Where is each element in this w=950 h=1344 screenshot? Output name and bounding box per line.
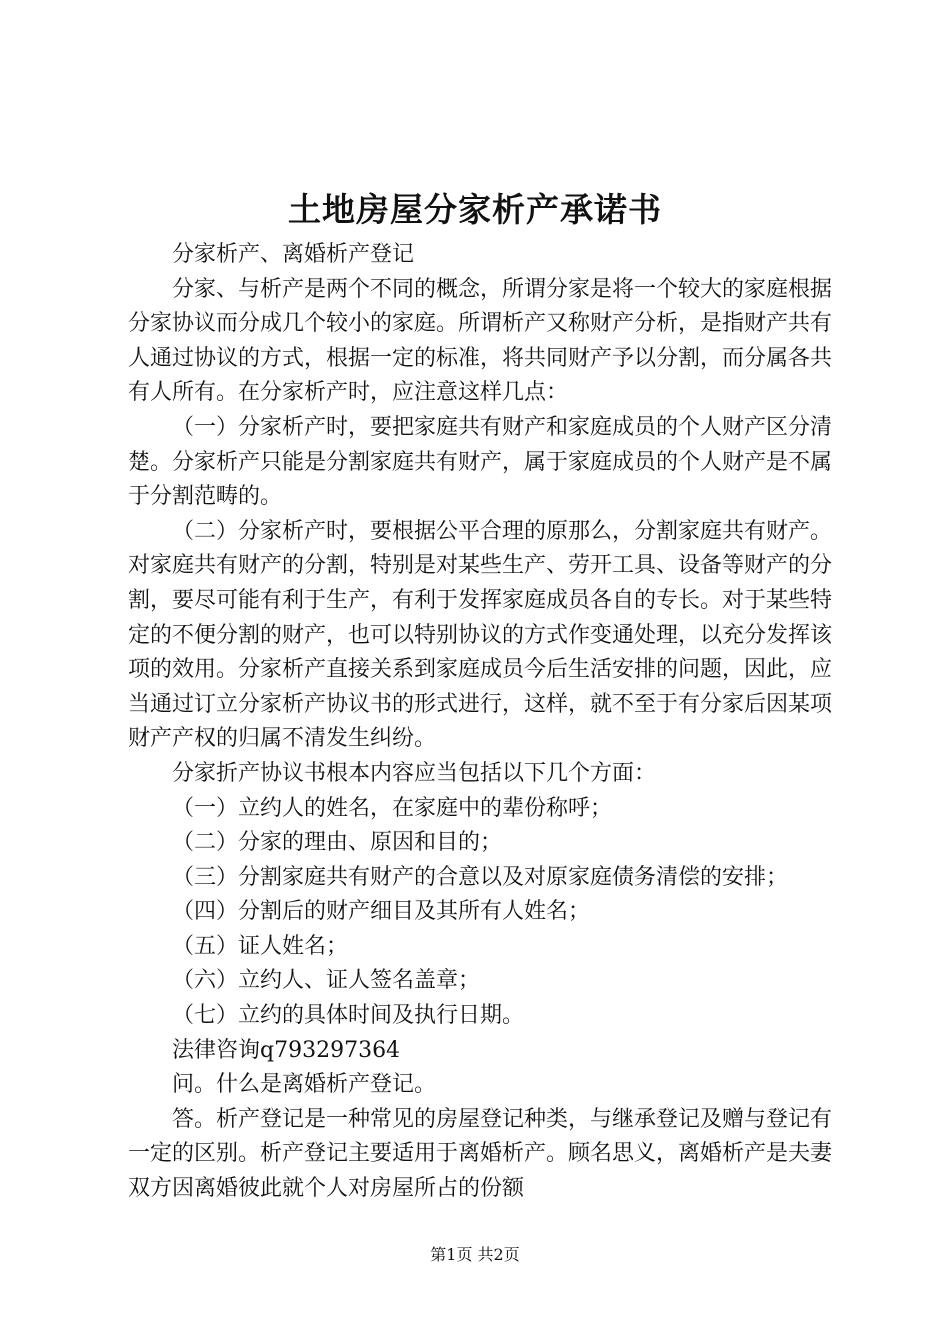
paragraph: （二）分家析产时，要根据公平合理的原那么，分割家庭共有财产。对家庭共有财产的分割，特别是对某些生产、劳开工具、设备等财产的分割，要尽可能有利于生产，有利于发挥家庭成员各自的专长。对于某些特定的不便分割的财产，也可以特别协议的方式作变通处理，以充分发挥该项的效用。分家析产直接关系到家庭成员今后生活安排的问题，因此，应当通过订立分家析产协议书的形式进行，这样，就不至于有分家后因某项财产产权的归属不清发生纠纷。 [128, 518, 833, 752]
list-item: （七）立约的具体时间及执行日期。 [172, 1003, 525, 1029]
list-item: （三）分割家庭共有财产的合意以及对原家庭债务清偿的安排； [172, 864, 789, 890]
list-item: （二）分家的理由、原因和目的； [172, 830, 503, 856]
paragraph-heading: 分家析产、离婚析产登记 [172, 242, 415, 267]
paragraph: 答。析产登记是一种常见的房屋登记种类，与继承登记及赠与登记有一定的区别。析产登记主要适用于离婚析产。顾名思义，离婚析产是夫妻双方因离婚彼此就个人对房屋所占的份额 [128, 1106, 833, 1202]
list-item: （六）立约人、证人签名盖章； [172, 968, 481, 994]
paragraph: （一）分家析产时，要把家庭共有财产和家庭成员的个人财产区分清楚。分家析产只能是分割家庭共有财产，属于家庭成员的个人财产是不属于分割范畴的。 [128, 414, 833, 510]
paragraph: 分家、与析产是两个不同的概念，所谓分家是将一个较大的家庭根据分家协议而分成几个较小的家庭。所谓析产又称财产分析，是指财产共有人通过协议的方式，根据一定的标准，将共同财产予以分割，而分属各共有人所有。在分家析产时，应注意这样几点： [128, 276, 833, 406]
paragraph: 问。什么是离婚析产登记。 [172, 1072, 437, 1098]
paragraph: 法律咨询q793297364 [172, 1037, 401, 1063]
document-body [128, 238, 832, 1207]
page-title: 土地房屋分家析产承诺书 [288, 190, 662, 229]
list-item: （四）分割后的财产细目及其所有人姓名； [172, 899, 591, 925]
page-footer: 第1页 共2页 [430, 1245, 520, 1264]
paragraph: 分家折产协议书根本内容应当包括以下几个方面： [172, 760, 657, 786]
list-item: （一）立约人的姓名，在家庭中的辈份称呼； [172, 795, 613, 821]
list-item: （五）证人姓名； [172, 933, 349, 959]
